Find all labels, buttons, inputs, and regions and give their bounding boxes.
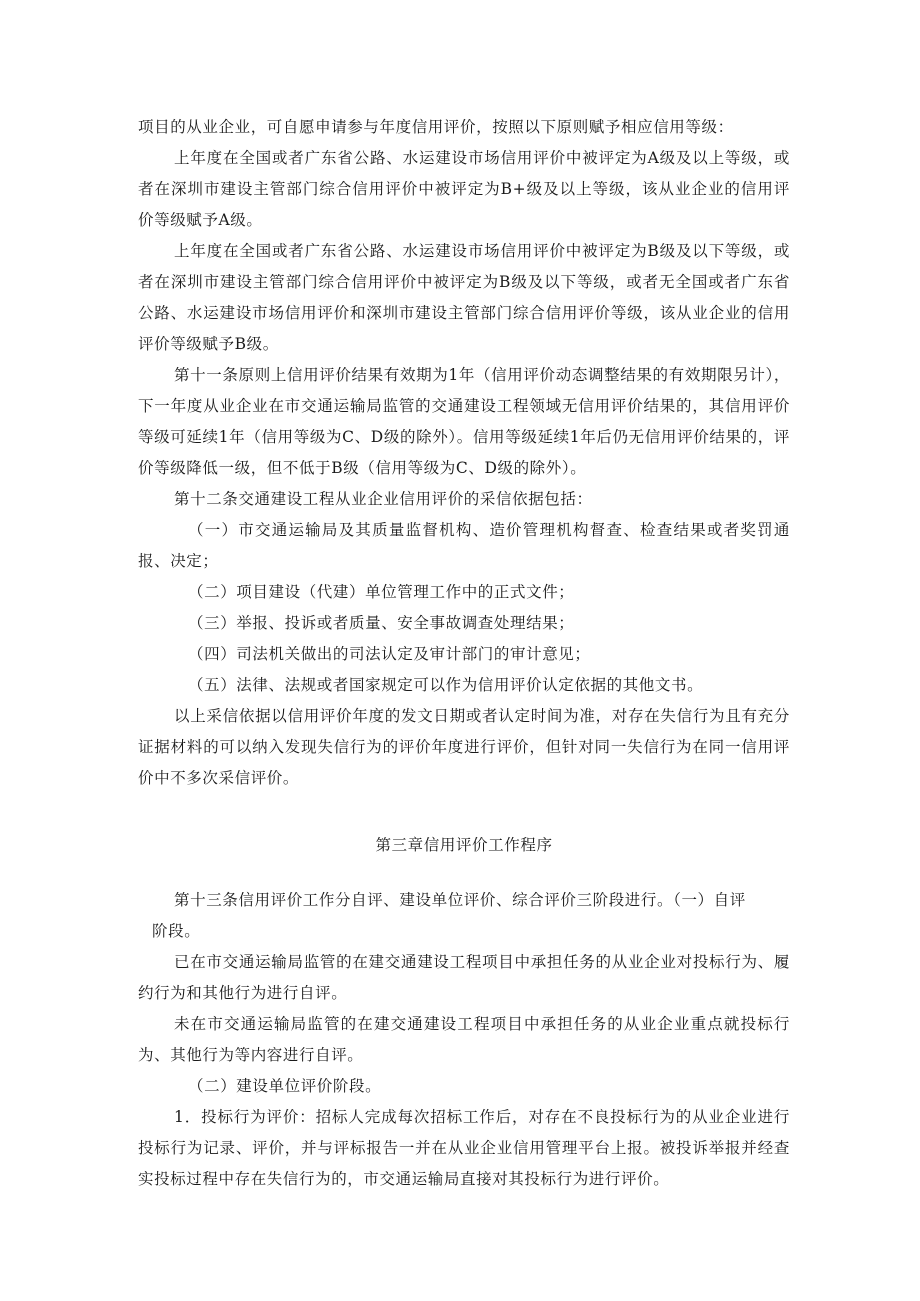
- article-12: 第十二条交通建设工程从业企业信用评价的采信依据包括：: [174, 490, 593, 508]
- basis-item-4: （四）司法机关做出的司法认定及审计部门的审计意见；: [188, 645, 591, 663]
- basis-item-5: （五）法律、法规或者国家规定可以作为信用评价认定依据的其他文书。: [188, 676, 704, 694]
- basis-note: 以上采信依据以信用评价年度的发文日期或者认定时间为准，对存在失信行为且有充分证据材料的可以纳入发现失信行为的评价年度进行评价，但针对同一失信行为在同一信用评价中不多次采信评价。: [138, 707, 790, 787]
- basis-item-2: （二）项目建设（代建）单位管理工作中的正式文件；: [188, 583, 575, 601]
- paragraph-grade-b: 上年度在全国或者广东省公路、水运建设市场信用评价中被评定为B级及以下等级，或者在深圳市建设主管部门综合信用评价中被评定为B级及以下等级，或者无全国或者广东省公路、水运建设市场信用评价和深圳市建设主管部门综合信用评价等级，该从业企业的信用评价等级赋予B级。: [138, 242, 790, 353]
- paragraph-grade-a: 上年度在全国或者广东省公路、水运建设市场信用评价中被评定为A级及以上等级，或者在深圳市建设主管部门综合信用评价中被评定为B+级及以上等级，该从业企业的信用评价等级赋予A级。: [138, 149, 790, 229]
- self-eval-existing: 已在市交通运输局监管的在建交通建设工程项目中承担任务的从业企业对投标行为、履约行为和其他行为进行自评。: [138, 953, 790, 1002]
- article-11: 第十一条原则上信用评价结果有效期为1年（信用评价动态调整结果的有效期限另计），下一年度从业企业在市交通运输局监管的交通建设工程领域无信用评价结果的，其信用评价等级可延续1年（信用等级为C、D级的除外）。信用等级延续1年后仍无信用评价结果的，评价等级降低一级，但不低于B级（信用等级为C、D级的除外）。: [138, 366, 790, 477]
- bidding-evaluation: 1．投标行为评价：招标人完成每次招标工作后，对存在不良投标行为的从业企业进行投标行为记录、评价，并与评标报告一并在从业企业信用管理平台上报。被投诉举报并经查实投标过程中存在失信行为的，市交通运输局直接对其投标行为进行评价。: [138, 1108, 790, 1188]
- paragraph-continuation: 项目的从业企业，可自愿申请参与年度信用评价，按照以下原则赋予相应信用等级：: [138, 118, 734, 136]
- basis-item-3: （三）举报、投诉或者质量、安全事故调查处理结果；: [188, 614, 575, 632]
- construction-unit-stage: （二）建设单位评价阶段。: [188, 1077, 382, 1095]
- document-page: [138, 112, 790, 1195]
- article-13: 第十三条信用评价工作分自评、建设单位评价、综合评价三阶段进行。（一）自评: [174, 891, 746, 909]
- basis-item-1: （一）市交通运输局及其质量监督机构、造价管理机构督查、检查结果或者奖罚通报、决定；: [138, 521, 790, 570]
- chapter-title: 第三章信用评价工作程序: [375, 836, 553, 854]
- self-eval-other: 未在市交通运输局监管的在建交通建设工程项目中承担任务的从业企业重点就投标行为、其他行为等内容进行自评。: [138, 1015, 790, 1064]
- article-13-stage: 阶段。: [152, 922, 201, 940]
